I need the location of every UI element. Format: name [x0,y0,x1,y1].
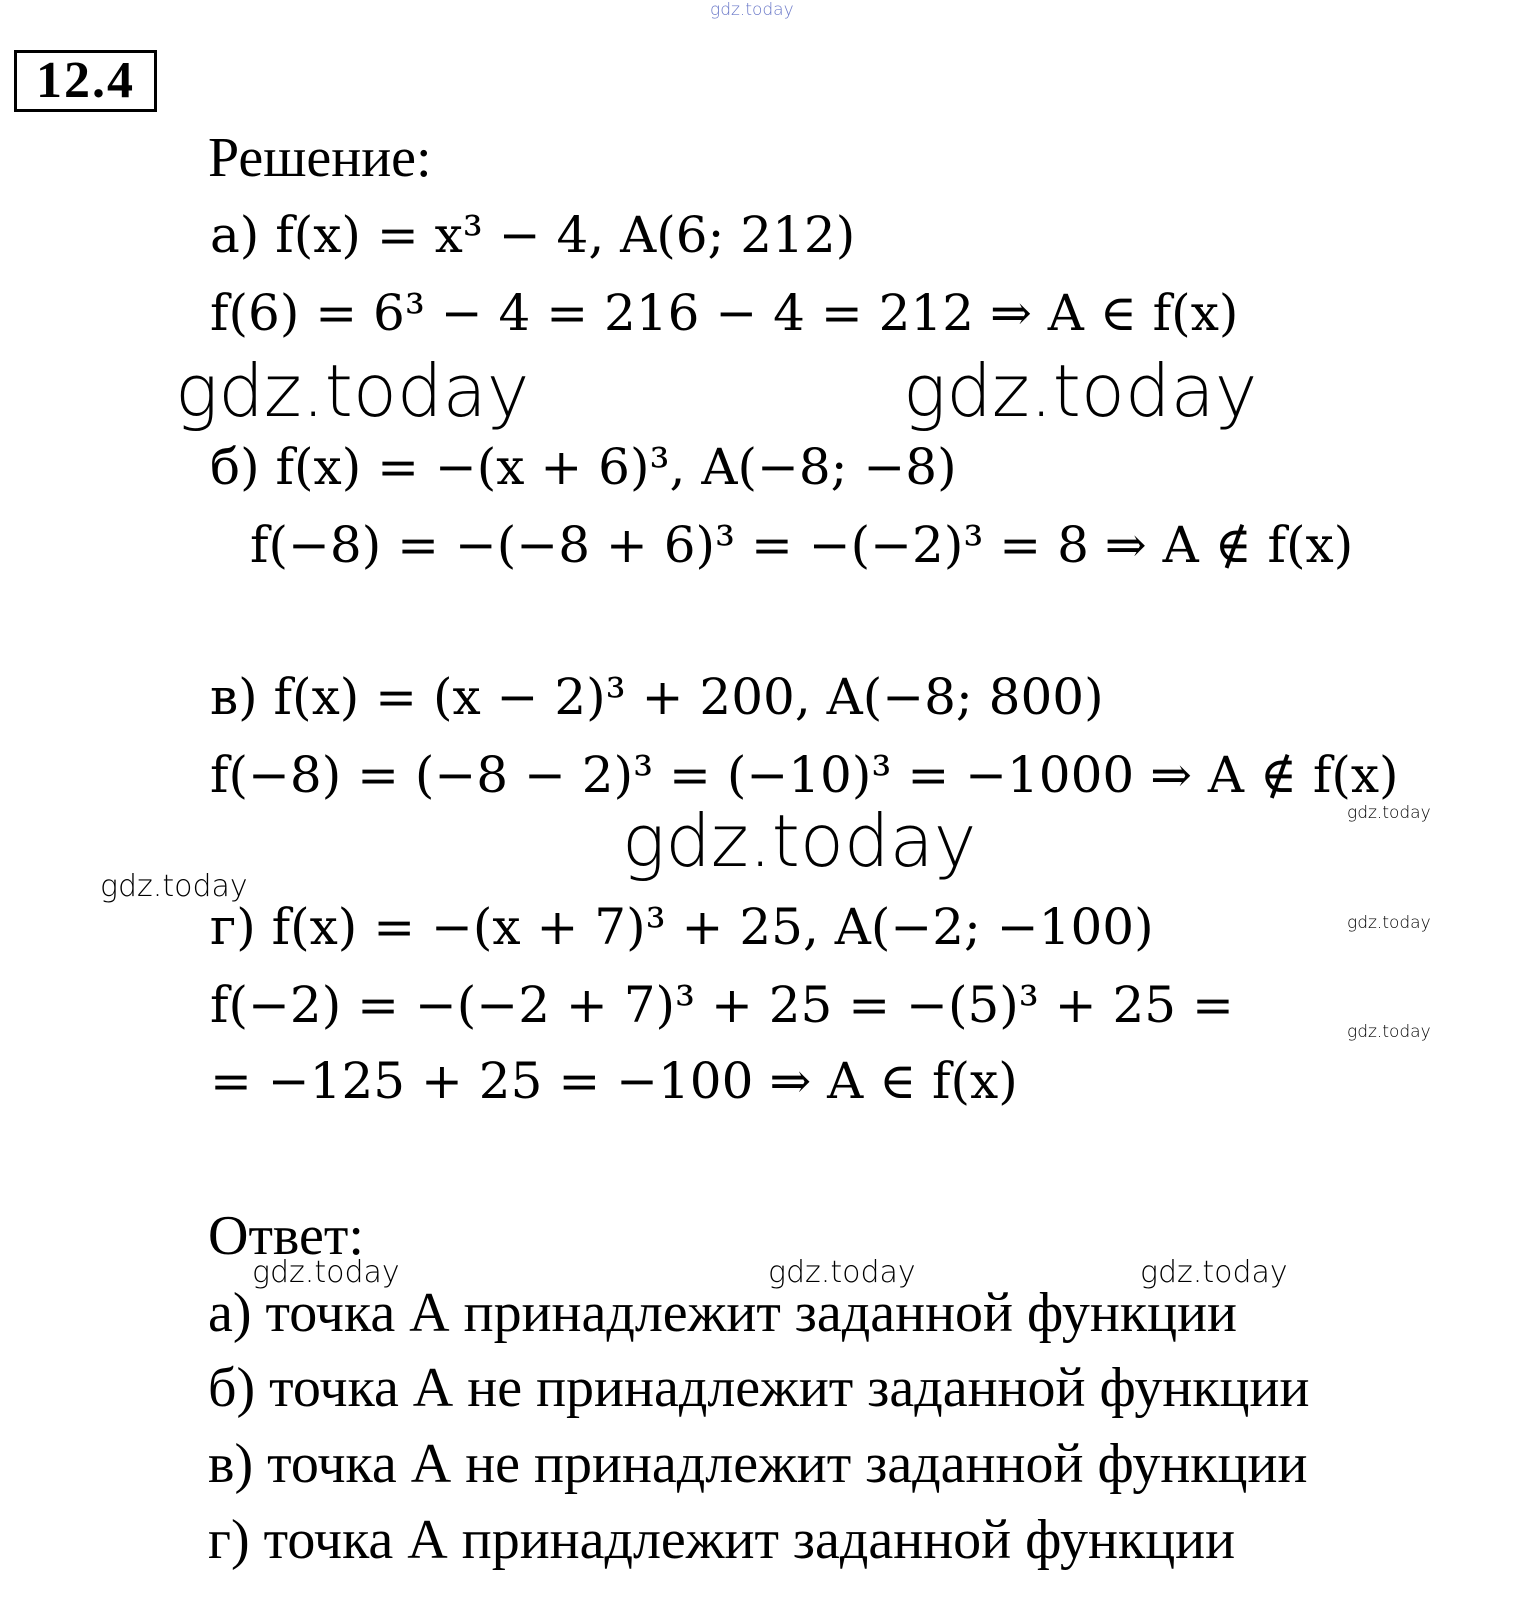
watermark-small-3: gdz.today [1347,1022,1431,1042]
answer-g: г) точка А принадлежит заданной функции [208,1509,1236,1571]
part-g-given: г) f(x) = −(x + 7)³ + 25, A(−2; −100) [210,898,1154,956]
watermark-answer-2: gdz.today [768,1255,916,1290]
answer-b: б) точка А не принадлежит заданной функции [208,1357,1310,1419]
part-g-work-1: f(−2) = −(−2 + 7)³ + 25 = −(5)³ + 25 = [210,976,1234,1034]
watermark-answer-3: gdz.today [1140,1255,1288,1290]
watermark-small-1: gdz.today [1347,803,1431,823]
answer-a: а) точка А принадлежит заданной функции [208,1282,1237,1344]
watermark-large-left: gdz.today [175,349,530,433]
watermark-answer-1: gdz.today [252,1255,400,1290]
answer-v: в) точка А не принадлежит заданной функции [208,1433,1308,1495]
part-v-work: f(−8) = (−8 − 2)³ = (−10)³ = −1000 ⇒ A ∉ f(x) [210,746,1399,804]
part-g-work-2: = −125 + 25 = −100 ⇒ A ∈ f(x) [210,1052,1018,1110]
part-v-given: в) f(x) = (x − 2)³ + 200, A(−8; 800) [210,668,1104,726]
part-b-given: б) f(x) = −(x + 6)³, A(−8; −8) [210,438,957,496]
solution-heading: Решение: [208,127,432,189]
watermark-large-center: gdz.today [622,799,977,883]
answer-heading: Ответ: [208,1205,364,1267]
part-b-work: f(−8) = −(−8 + 6)³ = −(−2)³ = 8 ⇒ A ∉ f(x) [250,516,1354,574]
watermark-top: gdz.today [710,0,794,20]
problem-number: 12.4 [14,50,157,112]
watermark-large-right: gdz.today [903,349,1258,433]
watermark-mid-left: gdz.today [100,869,248,904]
watermark-small-2: gdz.today [1347,913,1431,933]
part-a-work: f(6) = 6³ − 4 = 216 − 4 = 212 ⇒ A ∈ f(x) [210,284,1239,342]
part-a-given: а) f(x) = x³ − 4, A(6; 212) [210,206,856,264]
